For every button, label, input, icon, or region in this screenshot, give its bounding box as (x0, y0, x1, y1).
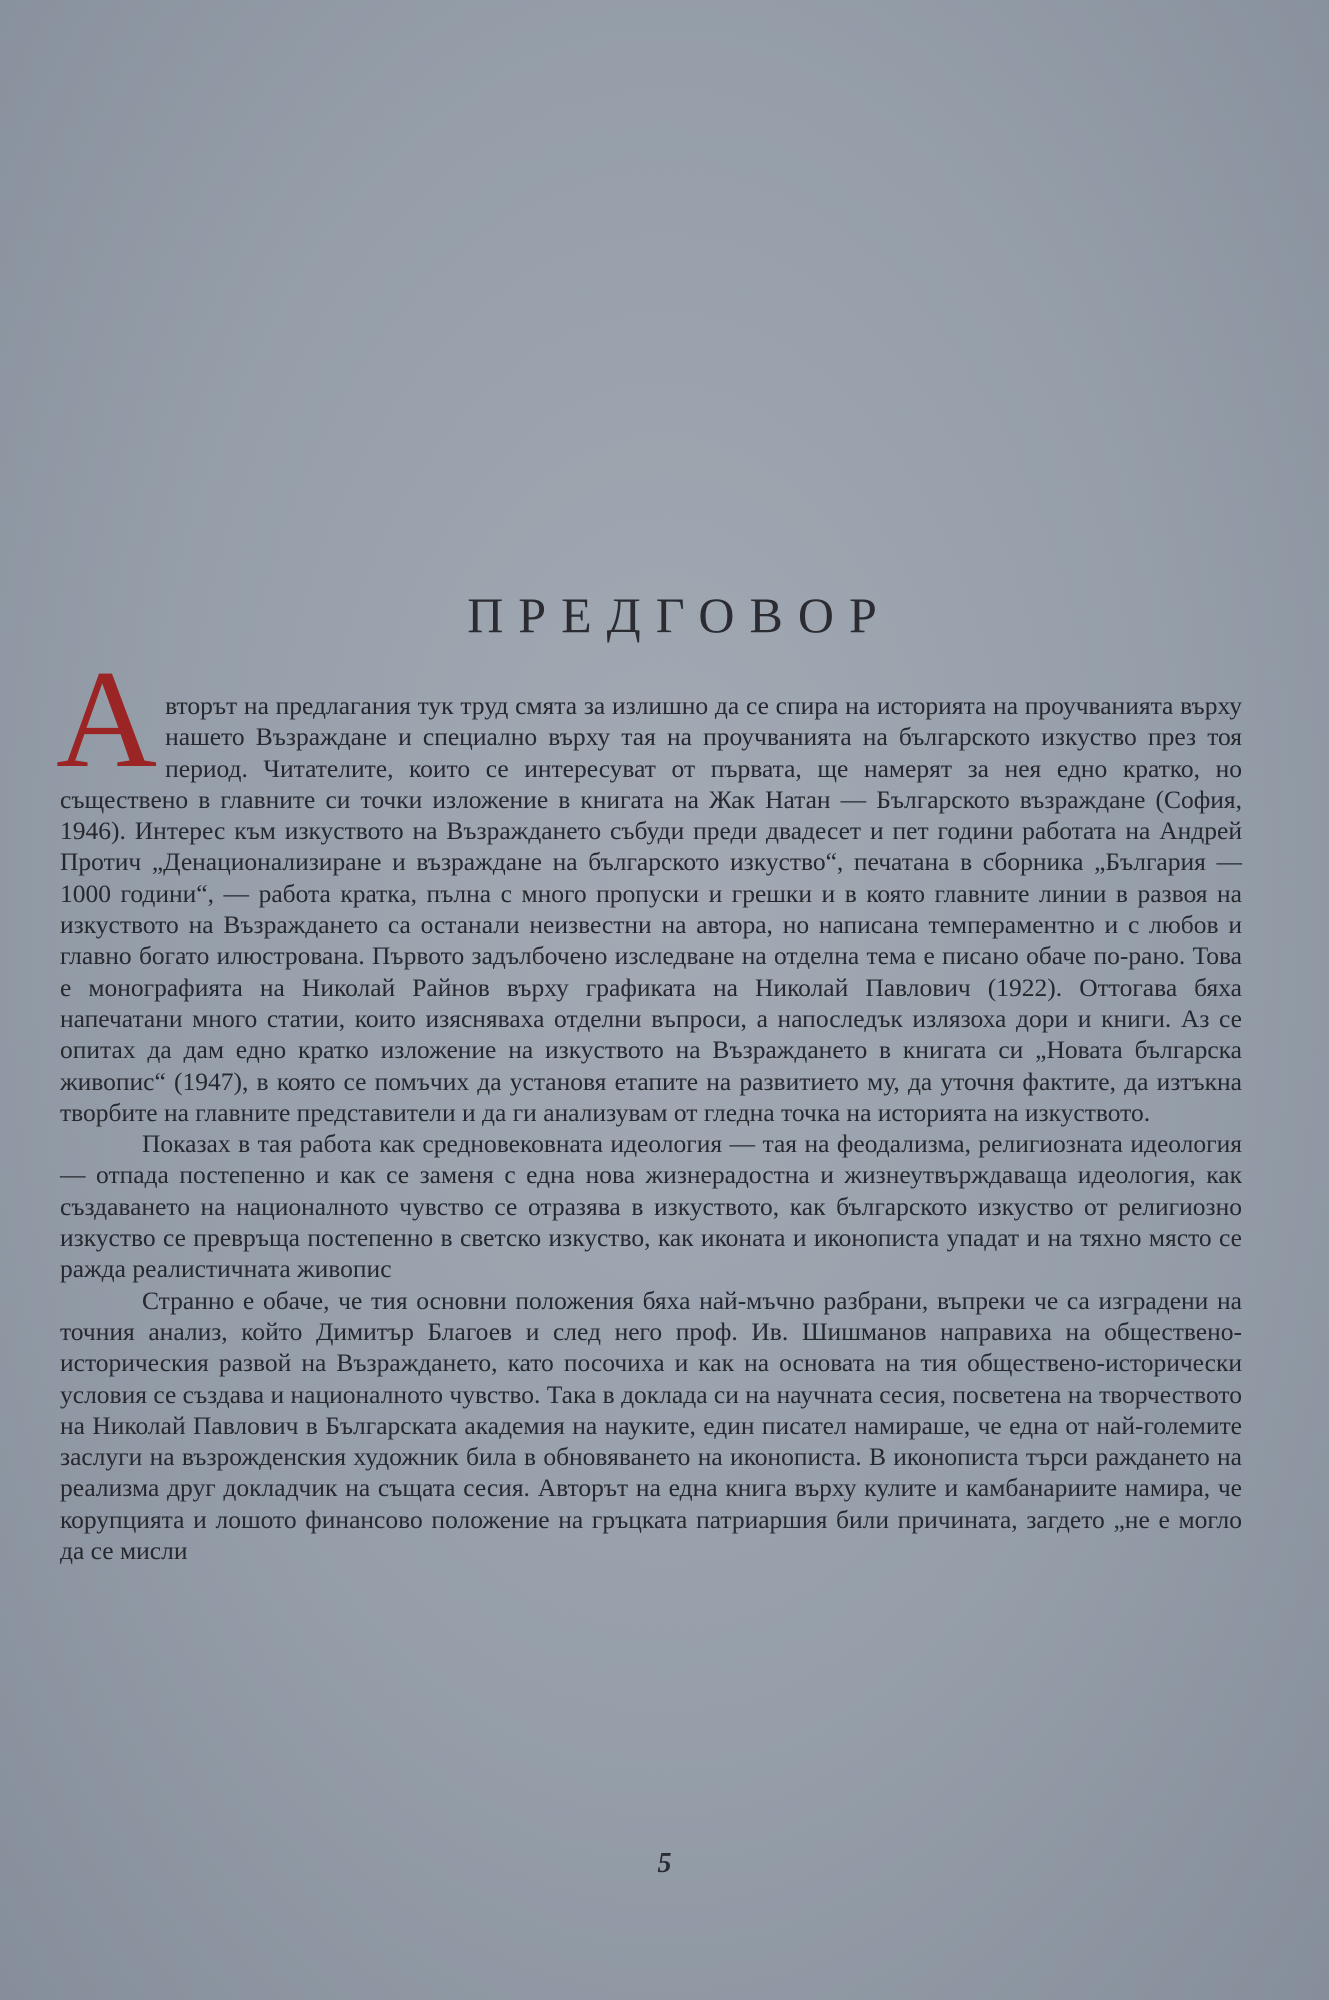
paragraph-3: Странно е обаче, че тия основни положения бяха най-мъчно разбрани, въпреки че са изградени на точния анализ, който Димитър Благоев и след него проф. Ив. Шишманов направиха на обществено-историческия развой на Възраждането, като посочиха и как на основата на тия обществено-исторически условия се създава и националното чувство. Така в доклада си на научната сесия, посветена на творчеството на Николай Павлович в Българската академия на науките, един писател намираше, че една от най-големите заслуги на възрожденския художник била в обновяването на иконописта. В иконописта търси раждането на реализма друг докладчик на същата сесия. Авторът на една книга върху кулите и камбанариите намира, че корупцията и лошото финансово положение на гръцката патриаршия били причината, загдето „не е могло да се мисли (60, 1285, 1242, 1566)
paragraph-1-text: вторът на предлагания тук труд смята за излишно да се спира на историята на проучванията върху нашето Възраждане и специално върху тая на проучванията на българското изкуство през тоя период. Читателите, които се интересуват от първата, ще намерят за нея едно кратко, но съществено в главните си точки изложение в книгата на Жак Натан — Българското възраждане (София, 1946). Интерес към изкуството на Възраждането събуди преди двадесет и пет години работата на Андрей Протич „Денационализиране и възраждане на българското изкуство“, печатана в сборника „България — 1000 години“, — работа кратка, пълна с много пропуски и грешки и в която главните линии в развоя на изкуството на Възраждането са останали неизвестни на автора, но написана темпераментно и с любов и главно богато илюстрована. Първото задълбочено изследване на отделна тема е писано обаче по-рано. Това е монографията на Николай Райнов върху графиката на Николай Павлович (1922). Оттогава бяха напечатани много статии, които изясняваха отделни въпроси, а напоследък излязоха дори и книги. Аз се опитах да дам едно кратко изложение на изкуството на Възраждането в книгата си „Новата българска живопис“ (1947), в която се помъчих да установя етапите на развитието му, да уточня фактите, да изтъкна творбите на главните представители и да ги анализувам от гледна точка на историята на изкуството. (60, 691, 1242, 1127)
paragraph-2: Показах в тая работа как средновековната идеология — тая на феодализма, религиозната идеология — отпада постепенно и как се заменя с една нова жизнерадостна и жизнеутвърждаваща идеология, как създаването на националното чувство се отразява в изкуството, как българското изкуство от религиозно изкуство се превръща постепенно в светско изкуство, как иконата и иконописта упадат и на тяхно място се ражда реалистичната живопис (60, 1129, 1242, 1284)
paragraph-1 (56, 642, 1242, 1128)
body-text (56, 642, 1242, 1566)
page-number: 5 (657, 1848, 672, 1879)
drop-cap: А (56, 642, 158, 797)
page-title: ПРЕДГОВОР (467, 586, 892, 643)
